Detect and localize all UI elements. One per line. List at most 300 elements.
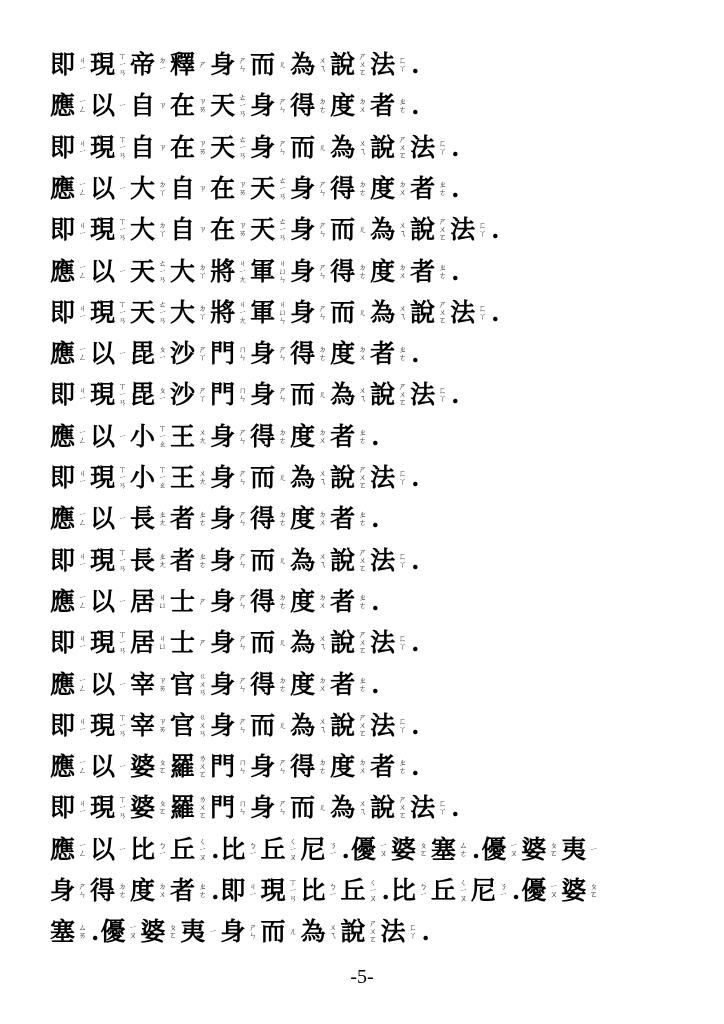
hanzi-character: 在	[210, 215, 236, 245]
character-with-zhuyin	[170, 504, 209, 534]
punctuation: .	[411, 463, 420, 492]
zhuyin-annotation: ㄉ ㄨ	[318, 592, 327, 610]
hanzi-character: 度	[290, 421, 316, 451]
zhuyin-annotation: ㄒ ㄧ ㄠ	[158, 465, 167, 490]
character-with-zhuyin	[300, 835, 339, 865]
hanzi-character: 度	[370, 173, 396, 203]
character-with-zhuyin	[50, 793, 89, 823]
hanzi-character: 天	[210, 132, 236, 162]
hanzi-character: 度	[290, 504, 316, 534]
punctuation: .	[411, 628, 420, 658]
hanzi-character: 度	[330, 339, 356, 369]
character-with-zhuyin	[330, 628, 369, 658]
character-with-zhuyin	[50, 670, 89, 700]
hanzi-character: 官	[170, 669, 196, 699]
text-line	[50, 329, 421, 369]
zhuyin-annotation: ㄕ ㄨ ㄛ	[358, 712, 367, 738]
character-with-zhuyin	[521, 876, 560, 906]
punctuation: .	[411, 545, 420, 575]
hanzi-character: 丘	[340, 876, 366, 905]
character-with-zhuyin	[170, 215, 209, 245]
character-with-zhuyin	[210, 257, 249, 287]
hanzi-character: 以	[90, 752, 116, 782]
character-with-zhuyin	[250, 587, 289, 617]
hanzi-character: 法	[370, 50, 396, 79]
hanzi-character: 羅	[170, 752, 196, 782]
zhuyin-annotation: ㄐ ㄧ ㄤ	[238, 299, 247, 325]
zhuyin-annotation: ㄉ ㄜ	[318, 345, 327, 363]
text-line	[50, 81, 421, 121]
character-with-zhuyin	[370, 257, 409, 287]
hanzi-character: 天	[250, 173, 276, 203]
character-with-zhuyin	[210, 628, 249, 658]
page-number: -5-	[350, 966, 374, 988]
zhuyin-annotation: ㄆ ㄛ	[419, 840, 428, 858]
zhuyin-annotation: ㄨ ㄟ	[318, 469, 327, 486]
hanzi-character: 而	[250, 50, 276, 79]
hanzi-character: 應	[50, 339, 76, 369]
character-with-zhuyin	[210, 587, 249, 617]
punctuation: .	[341, 834, 350, 864]
punctuation: .	[451, 256, 460, 286]
hanzi-character: 優	[350, 834, 376, 864]
character-with-zhuyin	[290, 380, 329, 410]
character-with-zhuyin	[290, 339, 329, 369]
character-with-zhuyin	[50, 587, 89, 617]
hanzi-character: 身	[210, 504, 236, 534]
zhuyin-annotation: ㄕ ㄣ	[318, 262, 327, 280]
zhuyin-annotation: ㄦ	[318, 390, 327, 400]
hanzi-character: 即	[50, 628, 76, 658]
zhuyin-annotation: ㄓ ㄜ	[358, 675, 367, 693]
character-with-zhuyin	[250, 793, 289, 823]
zhuyin-annotation: ㄈ ㄚ	[398, 56, 407, 73]
character-with-zhuyin	[410, 380, 449, 410]
zhuyin-annotation: ㄑ ㄧ ㄡ	[288, 836, 297, 862]
zhuyin-annotation: ㄕ ㄣ	[278, 758, 287, 776]
character-with-zhuyin	[90, 91, 129, 121]
character-with-zhuyin	[130, 587, 169, 617]
character-with-zhuyin	[370, 133, 409, 163]
character-with-zhuyin	[330, 587, 369, 617]
zhuyin-annotation: ㄕ	[198, 60, 207, 69]
zhuyin-annotation: ㄆ ㄧ	[158, 386, 167, 404]
hanzi-character: 說	[330, 545, 356, 575]
character-with-zhuyin	[130, 504, 169, 534]
character-with-zhuyin	[50, 711, 89, 741]
zhuyin-annotation: ㄕ ㄣ	[278, 345, 287, 363]
hanzi-character: 天	[130, 297, 156, 327]
zhuyin-annotation: ㄧ	[118, 431, 127, 441]
character-with-zhuyin	[130, 463, 169, 493]
character-with-zhuyin	[130, 835, 169, 865]
hanzi-character: 大	[130, 173, 156, 203]
character-with-zhuyin	[330, 50, 369, 80]
zhuyin-annotation: ㄊ ㄧ ㄢ	[238, 93, 247, 119]
character-with-zhuyin	[90, 587, 129, 617]
hanzi-character: 比	[300, 876, 326, 905]
hanzi-character: 法	[370, 628, 396, 658]
zhuyin-annotation: ㄐ ㄧ	[248, 882, 257, 899]
zhuyin-annotation: ㄉ ㄨ	[158, 882, 167, 899]
zhuyin-annotation: ㄐ ㄧ	[78, 386, 87, 404]
hanzi-character: 身	[210, 710, 236, 740]
hanzi-character: 以	[90, 91, 116, 121]
character-with-zhuyin	[170, 670, 209, 700]
character-with-zhuyin	[370, 546, 409, 576]
hanzi-character: 應	[50, 586, 76, 616]
character-with-zhuyin	[290, 504, 329, 534]
character-with-zhuyin	[130, 215, 169, 245]
hanzi-character: 即	[50, 50, 76, 79]
hanzi-character: 以	[90, 669, 116, 699]
character-with-zhuyin	[50, 257, 89, 287]
hanzi-character: 小	[130, 421, 156, 451]
character-with-zhuyin	[220, 876, 259, 906]
hanzi-character: 為	[330, 793, 356, 823]
hanzi-character: 自	[170, 215, 196, 245]
hanzi-character: 者	[370, 91, 396, 121]
zhuyin-annotation: ㄗ ㄞ	[238, 221, 247, 239]
hanzi-character: 者	[370, 339, 396, 369]
zhuyin-annotation: ㄊ ㄧ ㄢ	[238, 134, 247, 160]
zhuyin-annotation: ㄦ	[318, 142, 327, 152]
zhuyin-annotation: ㄓ ㄜ	[198, 551, 207, 569]
character-with-zhuyin	[340, 917, 379, 947]
zhuyin-annotation: ㄌ ㄨ ㄛ	[198, 795, 207, 821]
hanzi-character: 將	[210, 256, 236, 286]
hanzi-character: 大	[170, 256, 196, 286]
character-with-zhuyin	[290, 50, 329, 80]
zhuyin-annotation: ㄕ ㄣ	[318, 303, 327, 321]
hanzi-character: 夷	[561, 834, 587, 864]
character-with-zhuyin	[90, 339, 129, 369]
character-with-zhuyin	[300, 917, 339, 947]
zhuyin-annotation: ㄓ ㄜ	[358, 427, 367, 445]
character-with-zhuyin	[130, 422, 169, 452]
hanzi-character: 尼	[300, 834, 326, 864]
character-with-zhuyin	[431, 876, 470, 906]
hanzi-character: 現	[90, 215, 116, 245]
character-with-zhuyin	[250, 504, 289, 534]
character-with-zhuyin	[300, 876, 339, 906]
zhuyin-annotation: ㄗ ㄞ	[158, 675, 167, 693]
zhuyin-annotation: ㄦ	[278, 720, 287, 730]
zhuyin-annotation: ㄕ ㄣ	[238, 716, 247, 734]
character-with-zhuyin	[290, 546, 329, 576]
character-with-zhuyin	[410, 133, 449, 163]
hanzi-character: 即	[50, 710, 76, 740]
character-with-zhuyin	[170, 380, 209, 410]
character-with-zhuyin	[250, 752, 289, 782]
character-with-zhuyin	[330, 215, 369, 245]
zhuyin-annotation: ㄒ ㄧ ㄠ	[158, 423, 167, 449]
zhuyin-annotation: ㄆ ㄛ	[158, 758, 167, 776]
character-with-zhuyin	[210, 422, 249, 452]
hanzi-character: 得	[330, 173, 356, 203]
hanzi-character: 塞	[430, 834, 456, 864]
hanzi-character: 身	[210, 463, 236, 492]
character-with-zhuyin	[250, 463, 289, 493]
zhuyin-annotation: ㄨ ㄟ	[358, 138, 367, 156]
zhuyin-annotation: ㄗ	[158, 142, 167, 152]
zhuyin-annotation: ㄧ ㄥ	[78, 675, 87, 693]
character-with-zhuyin	[290, 793, 329, 823]
character-with-zhuyin	[170, 587, 209, 617]
character-with-zhuyin	[290, 752, 329, 782]
hanzi-character: 即	[50, 297, 76, 327]
character-with-zhuyin	[330, 463, 369, 493]
hanzi-character: 而	[330, 297, 356, 327]
zhuyin-annotation: ㄓ ㄤ	[158, 551, 167, 569]
character-with-zhuyin	[50, 546, 89, 576]
character-with-zhuyin	[250, 546, 289, 576]
character-with-zhuyin	[170, 463, 209, 493]
character-with-zhuyin	[170, 339, 209, 369]
zhuyin-annotation: ㄕ ㄣ	[238, 510, 247, 528]
zhuyin-annotation: ㄨ ㄤ	[198, 427, 207, 445]
hanzi-character: 說	[410, 215, 436, 245]
hanzi-character: 而	[290, 380, 316, 410]
zhuyin-annotation: ㄓ ㄜ	[398, 345, 407, 363]
zhuyin-annotation: ㄒ ㄧ ㄢ	[118, 382, 127, 408]
zhuyin-annotation: ㄨ ㄟ	[358, 386, 367, 404]
hanzi-character: 應	[50, 256, 76, 286]
hanzi-character: 應	[50, 752, 76, 782]
character-with-zhuyin	[290, 298, 329, 328]
zhuyin-annotation: ㄐ ㄩ ㄣ	[278, 258, 287, 284]
zhuyin-annotation: ㄧ	[208, 927, 217, 937]
character-with-zhuyin	[431, 835, 470, 865]
character-with-zhuyin	[210, 380, 249, 410]
hanzi-character: 說	[330, 628, 356, 658]
zhuyin-annotation: ㄦ	[288, 927, 297, 937]
hanzi-character: 而	[250, 463, 276, 492]
hanzi-character: 而	[250, 628, 276, 658]
zhuyin-annotation: ㄕ ㄨ ㄛ	[358, 465, 367, 490]
punctuation: .	[371, 586, 380, 616]
punctuation: .	[421, 917, 430, 947]
zhuyin-annotation: ㄨ ㄟ	[318, 634, 327, 652]
character-with-zhuyin	[130, 752, 169, 782]
hanzi-character: 者	[170, 504, 196, 534]
zhuyin-annotation: ㄊ ㄧ ㄢ	[278, 217, 287, 243]
zhuyin-annotation: ㄧ	[118, 266, 127, 276]
punctuation: .	[371, 421, 380, 451]
zhuyin-annotation: ㄇ ㄣ	[238, 345, 247, 363]
hanzi-character: 身	[210, 669, 236, 699]
hanzi-character: 長	[130, 504, 156, 534]
zhuyin-annotation: ㄉ ㄚ	[158, 221, 167, 239]
zhuyin-annotation: ㄓ ㄜ	[358, 510, 367, 528]
hanzi-character: 為	[290, 710, 316, 740]
character-with-zhuyin	[330, 298, 369, 328]
hanzi-character: 身	[210, 421, 236, 451]
punctuation: .	[451, 132, 460, 162]
hanzi-character: 身	[290, 215, 316, 245]
zhuyin-annotation: ㄉ ㄜ	[358, 262, 367, 280]
zhuyin-annotation: ㄅ ㄧ	[158, 840, 167, 858]
character-with-zhuyin	[330, 752, 369, 782]
zhuyin-annotation: ㄓ ㄤ	[158, 510, 167, 528]
zhuyin-annotation: ㄉ ㄚ	[198, 303, 207, 321]
zhuyin-annotation: ㄓ ㄜ	[198, 882, 207, 899]
character-with-zhuyin	[50, 917, 89, 947]
zhuyin-annotation: ㄕ ㄣ	[248, 923, 257, 941]
hanzi-character: 大	[130, 215, 156, 245]
character-with-zhuyin	[370, 463, 409, 493]
character-with-zhuyin	[50, 876, 89, 906]
hanzi-character: 以	[90, 586, 116, 616]
zhuyin-annotation: ㄆ ㄛ	[549, 840, 558, 858]
character-with-zhuyin	[50, 835, 89, 865]
character-with-zhuyin	[250, 50, 289, 80]
punctuation: .	[411, 710, 420, 740]
character-with-zhuyin	[410, 793, 449, 823]
hanzi-character: 而	[290, 132, 316, 162]
punctuation: .	[371, 504, 380, 534]
hanzi-character: 者	[330, 669, 356, 699]
character-with-zhuyin	[180, 917, 219, 947]
character-with-zhuyin	[250, 91, 289, 121]
hanzi-character: 即	[50, 545, 76, 575]
zhuyin-annotation: ㄕ ㄣ	[278, 97, 287, 115]
character-with-zhuyin	[330, 422, 369, 452]
character-with-zhuyin	[130, 257, 169, 287]
hanzi-character: 而	[330, 215, 356, 245]
zhuyin-annotation: ㄕ ㄨ ㄛ	[358, 52, 367, 77]
hanzi-character: 者	[170, 545, 196, 575]
character-with-zhuyin	[260, 835, 299, 865]
hanzi-character: 法	[380, 917, 406, 947]
hanzi-character: 者	[170, 876, 196, 905]
zhuyin-annotation: ㄕ ㄨ ㄛ	[438, 299, 447, 325]
hanzi-character: 婆	[130, 752, 156, 782]
zhuyin-annotation: ㄕ ㄣ	[318, 221, 327, 239]
zhuyin-annotation: ㄈ ㄚ	[409, 923, 417, 941]
zhuyin-annotation: ㄧ ㄥ	[78, 179, 87, 197]
hanzi-character: 自	[170, 173, 196, 203]
character-with-zhuyin	[90, 670, 129, 700]
zhuyin-annotation: ㄒ ㄧ ㄢ	[118, 712, 127, 738]
hanzi-character: 尼	[470, 876, 496, 905]
hanzi-character: 即	[50, 793, 76, 823]
character-with-zhuyin	[130, 298, 169, 328]
zhuyin-annotation: ㄅ ㄧ	[248, 840, 257, 858]
hanzi-character: 度	[330, 91, 356, 121]
zhuyin-annotation: ㄕ ㄣ	[78, 882, 87, 899]
hanzi-character: 身	[210, 586, 236, 616]
hanzi-character: 現	[90, 628, 116, 658]
hanzi-character: 者	[330, 586, 356, 616]
character-with-zhuyin	[90, 215, 129, 245]
hanzi-character: 沙	[170, 339, 196, 369]
character-with-zhuyin	[90, 463, 129, 493]
hanzi-character: 宰	[130, 669, 156, 699]
zhuyin-annotation: ㄧ ㄥ	[78, 262, 87, 280]
zhuyin-annotation: ㄨ ㄟ	[328, 923, 337, 941]
character-with-zhuyin	[210, 133, 249, 163]
hanzi-character: 身	[250, 380, 276, 410]
hanzi-character: 為	[370, 297, 396, 327]
character-with-zhuyin	[481, 835, 520, 865]
hanzi-character: 說	[330, 463, 356, 492]
character-with-zhuyin	[170, 793, 209, 823]
character-with-zhuyin	[330, 546, 369, 576]
zhuyin-annotation: ㄑ ㄧ ㄡ	[198, 836, 207, 862]
character-with-zhuyin	[250, 133, 289, 163]
zhuyin-annotation: ㄕ ㄨ ㄛ	[368, 919, 377, 945]
character-with-zhuyin	[250, 257, 289, 287]
zhuyin-annotation: ㄐ ㄩ	[158, 592, 167, 610]
zhuyin-annotation: ㄓ ㄜ	[438, 179, 447, 197]
character-with-zhuyin	[370, 752, 409, 782]
zhuyin-annotation: ㄈ ㄚ	[398, 634, 407, 652]
character-with-zhuyin	[90, 876, 129, 906]
hanzi-character: 天	[250, 215, 276, 245]
character-with-zhuyin	[90, 298, 129, 328]
text-line	[50, 866, 601, 906]
character-with-zhuyin	[370, 215, 409, 245]
character-with-zhuyin	[290, 628, 329, 658]
character-with-zhuyin	[351, 835, 390, 865]
zhuyin-annotation: ㄦ	[358, 307, 367, 317]
character-with-zhuyin	[170, 422, 209, 452]
punctuation: .	[411, 752, 420, 782]
punctuation: .	[411, 339, 420, 369]
character-with-zhuyin	[210, 174, 249, 204]
hanzi-character: 自	[130, 132, 156, 162]
hanzi-character: 為	[330, 132, 356, 162]
zhuyin-annotation: ㄧ	[118, 844, 127, 854]
character-with-zhuyin	[330, 670, 369, 700]
character-with-zhuyin	[90, 752, 129, 782]
character-with-zhuyin	[250, 339, 289, 369]
hanzi-character: 婆	[130, 793, 156, 823]
zhuyin-annotation: ㄕ ㄚ	[198, 345, 207, 363]
hanzi-character: 居	[130, 628, 156, 658]
zhuyin-annotation: ㄧ	[118, 349, 127, 359]
character-with-zhuyin	[90, 504, 129, 534]
text-line	[50, 370, 461, 410]
character-with-zhuyin	[50, 504, 89, 534]
character-with-zhuyin	[130, 546, 169, 576]
hanzi-character: 為	[290, 628, 316, 658]
hanzi-character: 大	[170, 297, 196, 327]
character-with-zhuyin	[50, 422, 89, 452]
hanzi-character: 即	[50, 380, 76, 410]
hanzi-character: 現	[90, 132, 116, 162]
text-line	[50, 577, 380, 617]
hanzi-character: 官	[170, 710, 196, 740]
zhuyin-annotation: ㄕ	[198, 596, 207, 606]
punctuation: .	[511, 876, 521, 905]
character-with-zhuyin	[330, 257, 369, 287]
zhuyin-annotation: ㄉ ㄧ	[158, 56, 167, 73]
hanzi-character: 將	[210, 297, 236, 327]
hanzi-character: 在	[210, 173, 236, 203]
zhuyin-annotation: ㄈ ㄚ	[438, 386, 447, 404]
character-with-zhuyin	[210, 793, 249, 823]
zhuyin-annotation: ㄙ ㄞ	[78, 923, 87, 941]
zhuyin-annotation: ㄧ	[118, 762, 127, 772]
zhuyin-annotation: ㄨ ㄟ	[318, 551, 327, 569]
hanzi-character: 優	[481, 834, 507, 864]
character-with-zhuyin	[210, 91, 249, 121]
character-with-zhuyin	[410, 257, 449, 287]
hanzi-character: 身	[250, 91, 276, 121]
character-with-zhuyin	[391, 835, 430, 865]
